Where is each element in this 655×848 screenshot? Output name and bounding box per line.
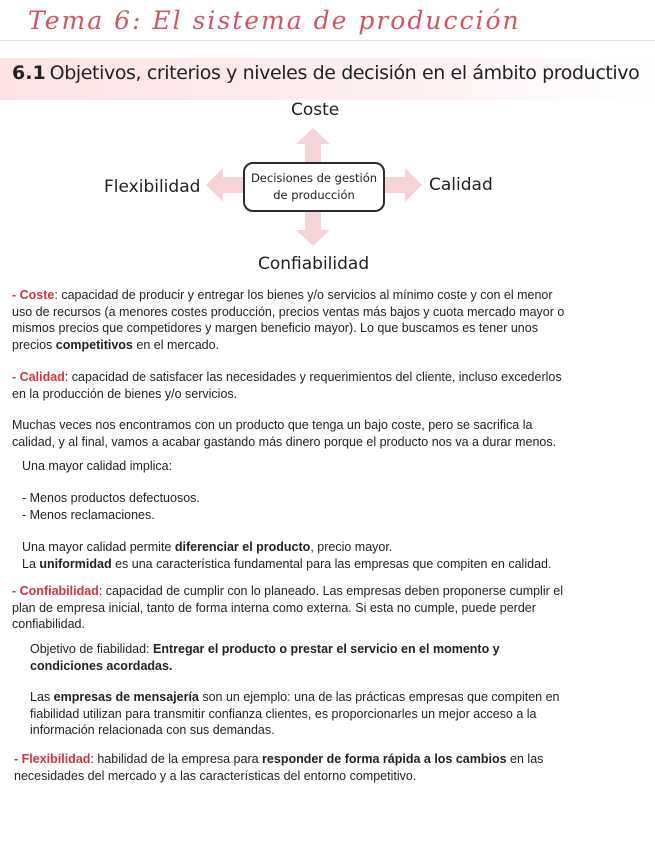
flexibilidad-term: Flexibilidad xyxy=(21,752,91,766)
arrow-up-icon xyxy=(296,128,330,164)
permite-line2a: La xyxy=(22,556,40,571)
coste-line3: mismos precios que competidores y margen beneficio mayor). Lo que buscamos es tener unos xyxy=(12,321,538,335)
arrow-left-icon xyxy=(206,168,244,202)
coste-text: : capacidad de producir y entregar los bienes y/o servicios al mínimo coste y con el menor xyxy=(54,288,553,302)
list-item: - Menos productos defectuosos. xyxy=(22,491,200,505)
objetivo-paragraph xyxy=(30,641,500,674)
page-title: Tema 6: El sistema de producción xyxy=(28,6,521,35)
title-divider xyxy=(0,40,655,41)
calidad-text: : capacidad de satisfacer las necesidades y requerimientos del cliente, incluso excederlos xyxy=(64,370,562,384)
coste-competitivos: competitivos xyxy=(55,337,133,352)
section-number: 6.1 xyxy=(12,62,46,84)
calidad-term: Calidad xyxy=(19,370,65,384)
flexibilidad-dash: - xyxy=(14,752,22,766)
muchas-line2: calidad, y al final, vamos a acabar gastando más dinero porque el producto nos va a durar menos. xyxy=(12,434,557,449)
flexibilidad-paragraph xyxy=(14,751,543,784)
diagram-label-coste: Coste xyxy=(291,100,340,120)
permite-paragraph xyxy=(22,539,551,572)
calidad-dash: - xyxy=(12,370,20,384)
confiabilidad-dash: - xyxy=(12,584,20,598)
coste-line4c: en el mercado. xyxy=(132,337,220,352)
coste-line2: uso de recursos (a menores costes producción, precios ventas más bajos y cuota mercado mayor o xyxy=(12,304,565,319)
permite-line2c: es una característica fundamental para las empresas que compiten en calidad. xyxy=(111,556,552,571)
confiabilidad-line2: plan de empresa inicial, tanto de forma interna como externa. Si esta no cumple, puede perder xyxy=(12,600,536,615)
permite-uniformidad: uniformidad xyxy=(39,556,112,571)
permite-diferenciar: diferenciar el producto xyxy=(174,540,311,554)
arrow-right-icon xyxy=(382,168,422,202)
objetivo-prefix: Objetivo de fiabilidad: xyxy=(30,642,153,656)
objetivo-bold1: Entregar el producto o prestar el servicio en el momento y xyxy=(153,642,500,656)
list-item: - Menos reclamaciones. xyxy=(22,507,155,522)
confiabilidad-text: : capacidad de cumplir con lo planeado. Las empresas deben proponerse cumplir el xyxy=(98,584,563,598)
mensajeria-line3: información relacionada con sus demandas. xyxy=(30,723,275,737)
section-title: Objetivos, criterios y niveles de decisión en el ámbito productivo xyxy=(49,62,640,84)
confiabilidad-term: Confiabilidad xyxy=(19,584,99,598)
mensajeria-line1a: Las xyxy=(30,690,54,704)
coste-paragraph xyxy=(12,287,564,353)
coste-term: Coste xyxy=(19,288,55,302)
implica-intro: Una mayor calidad implica: xyxy=(22,459,173,473)
implica-list xyxy=(22,490,200,523)
permite-line1c: , precio mayor. xyxy=(310,540,393,554)
calidad-paragraph xyxy=(12,369,562,402)
center-box-line2: de producción xyxy=(273,188,355,202)
flexibilidad-bold: responder de forma rápida a los cambios xyxy=(262,752,507,766)
mensajeria-bold: empresas de mensajería xyxy=(53,690,199,704)
flexibilidad-line2: necesidades del mercado y a las características del entorno competitivo. xyxy=(14,768,417,783)
center-box-line1: Decisiones de gestión xyxy=(250,171,378,185)
diagram-label-calidad: Calidad xyxy=(429,175,493,195)
coste-line4a: precios xyxy=(12,337,56,352)
mensajeria-line2: fiabilidad utilizan para transmitir confianza clientes, es proporcionarles un mejor acceso a la xyxy=(30,706,537,721)
confiabilidad-line3: confiabilidad. xyxy=(12,617,85,631)
flexibilidad-text1a: : habilidad de la empresa para xyxy=(90,752,263,766)
flexibilidad-text1c: en las xyxy=(506,752,544,766)
permite-line1a: Una mayor calidad permite xyxy=(22,540,175,554)
calidad-line2: en la producción de bienes y/o servicios. xyxy=(12,386,238,401)
diagram-label-confiabilidad: Confiabilidad xyxy=(258,254,370,274)
coste-dash: - xyxy=(12,288,20,302)
confiabilidad-paragraph xyxy=(12,583,563,633)
section-heading xyxy=(12,62,639,84)
muchas-paragraph xyxy=(12,417,556,450)
mensajeria-line1c: son un ejemplo: una de las prácticas empresas que compiten en xyxy=(198,690,560,704)
objetivo-bold2: condiciones acordadas. xyxy=(30,658,173,673)
diagram-center-box xyxy=(243,162,385,212)
diagram-label-flexibilidad: Flexibilidad xyxy=(104,177,201,197)
mensajeria-paragraph xyxy=(30,689,560,739)
arrow-down-icon xyxy=(296,210,330,246)
muchas-line1: Muchas veces nos encontramos con un producto que tenga un bajo coste, pero se sacrifica la xyxy=(12,418,533,432)
